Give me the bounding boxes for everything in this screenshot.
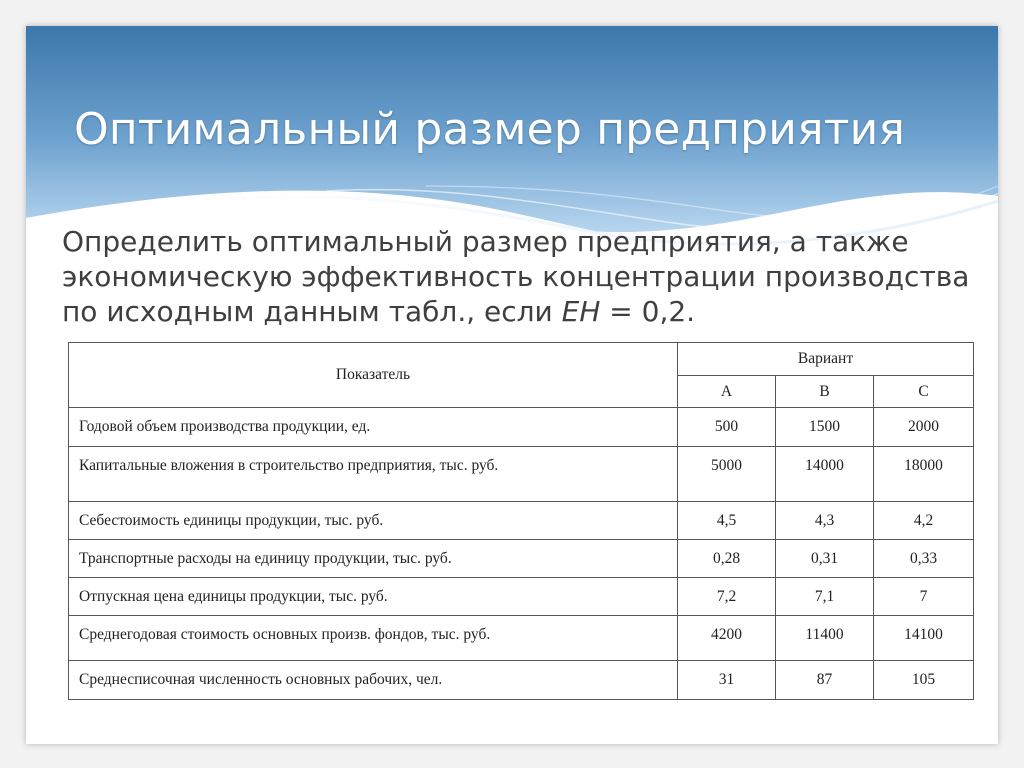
cell-value-c: 14100: [874, 616, 974, 661]
cell-value-c: 18000: [874, 447, 974, 502]
cell-value-a: 0,28: [678, 540, 776, 578]
cell-value-a: 7,2: [678, 578, 776, 616]
header-indicator: Показатель: [69, 343, 678, 408]
cell-value-b: 7,1: [776, 578, 874, 616]
slide-title: Оптимальный размер предприятия: [74, 104, 906, 155]
row-label: Среднегодовая стоимость основных произв. фондов, тыс. руб.: [69, 616, 678, 661]
task-variable: ЕН: [561, 295, 601, 328]
cell-value-b: 4,3: [776, 502, 874, 540]
cell-value-b: 14000: [776, 447, 874, 502]
data-table: [68, 342, 974, 700]
cell-value-c: 2000: [874, 408, 974, 447]
cell-value-c: 7: [874, 578, 974, 616]
header-variant: Вариант: [678, 343, 974, 376]
cell-value-b: 11400: [776, 616, 874, 661]
table-row: [69, 540, 974, 578]
header-variant-b: B: [776, 376, 874, 408]
task-text-after: = 0,2.: [600, 295, 696, 328]
cell-value-b: 87: [776, 661, 874, 700]
header-variant-a: A: [678, 376, 776, 408]
table-row: [69, 578, 974, 616]
cell-value-a: 31: [678, 661, 776, 700]
cell-value-a: 4200: [678, 616, 776, 661]
table-row: [69, 408, 974, 447]
cell-value-b: 0,31: [776, 540, 874, 578]
cell-value-a: 4,5: [678, 502, 776, 540]
row-label: Среднесписочная численность основных рабочих, чел.: [69, 661, 678, 700]
row-label: Транспортные расходы на единицу продукции, тыс. руб.: [69, 540, 678, 578]
row-label: Себестоимость единицы продукции, тыс. руб.: [69, 502, 678, 540]
row-label: Капитальные вложения в строительство предприятия, тыс. руб.: [69, 447, 678, 502]
row-label: Годовой объем производства продукции, ед.: [69, 408, 678, 447]
header-variant-c: C: [874, 376, 974, 408]
table-row: [69, 447, 974, 502]
cell-value-c: 4,2: [874, 502, 974, 540]
task-text-before: Определить оптимальный размер предприятия, а также экономическую эффективность концентрации производства по исходным данным табл., если: [62, 225, 970, 328]
cell-value-a: 500: [678, 408, 776, 447]
cell-value-c: 0,33: [874, 540, 974, 578]
cell-value-b: 1500: [776, 408, 874, 447]
cell-value-a: 5000: [678, 447, 776, 502]
row-label: Отпускная цена единицы продукции, тыс. руб.: [69, 578, 678, 616]
table-row: [69, 616, 974, 661]
table-header-row: [69, 343, 974, 376]
cell-value-c: 105: [874, 661, 974, 700]
table-row: [69, 661, 974, 700]
table-row: [69, 502, 974, 540]
task-description: [62, 224, 982, 329]
slide: [26, 26, 998, 744]
